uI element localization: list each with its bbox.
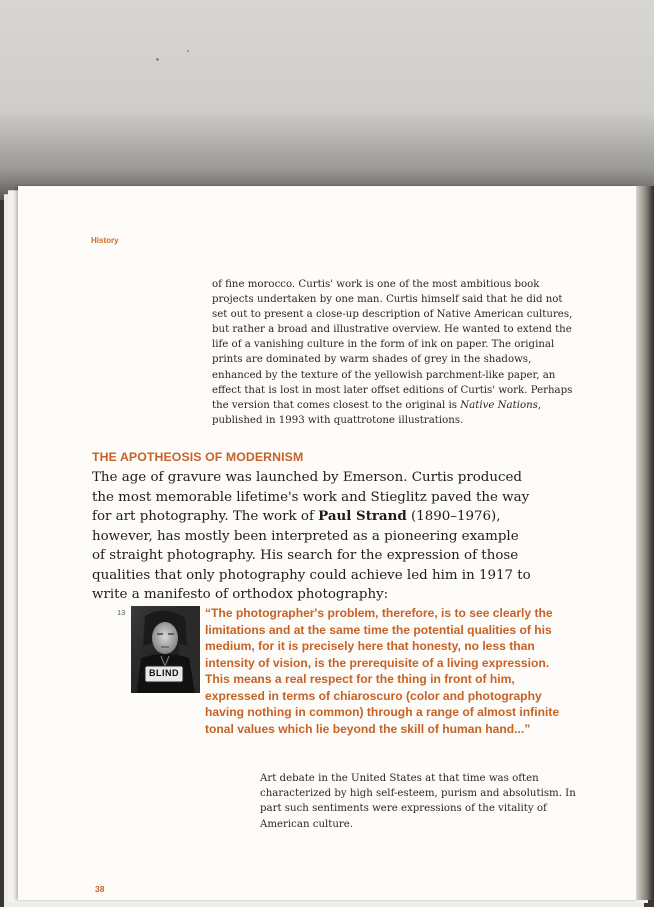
dust-speck (156, 58, 159, 61)
intro-paragraph (212, 277, 574, 428)
body-text-start: The age of gravure was launched by Emerson. Curtis produced the most memorable lifetime's work and Stieglitz paved the way for art photography. The work of (92, 470, 530, 524)
running-head: History (91, 236, 119, 245)
intro-text-start: of fine morocco. Curtis' work is one of the most ambitious book projects undertaken by one man. Curtis himself said that he did not set out to present a close-up description of Native American cultures, but rather a broad and illustrative overview. He wanted to extend the life of a vanishing culture in the form of ink on paper. The original prints are dominated by warm shades of grey in the shadows, enhanced by the texture of the yellowish parchment-like paper, an effect that is lost in most later offset editions of Curtis' work. Perhaps the version that comes closest to the original is (212, 279, 573, 411)
blind-woman-photo (131, 606, 200, 693)
intro-text-end: , published in 1993 with quattrotone illustrations. (212, 399, 542, 426)
strand-quote: “The photographer's problem, therefore, is to see clearly the limitations and at the same time the potential qualities of his medium, for it is precisely here that honesty, no less than intensity of vision, is the prerequisite of a living expression. This means a real respect for the thing in front of him, expressed in terms of chiaroscuro (color and photography having nothing in common) through a range of almost infinite tonal values which lie beyond the skill of human hand...” (205, 606, 560, 736)
section-heading: THE APOTHEOSIS OF MODERNISM (92, 450, 304, 464)
side-note: Art debate in the United States at that time was often characterized by high self-esteem, purism and absolutism. In part such sentiments were expressions of the vitality of American culture. (260, 773, 576, 830)
figure-photo (131, 606, 200, 693)
body-paragraph (92, 468, 532, 605)
blind-sign-text: BLIND (149, 668, 179, 678)
dust-speck (187, 50, 189, 52)
body-bold-name: Paul Strand (318, 508, 407, 524)
body-text-end: (1890–1976), however, has mostly been interpreted as a pioneering example of straight photography. His search for the expression of those qualities that only photography could achieve led him in 1917 to write a manifesto of orthodox photography: (92, 509, 531, 602)
page-number: 38 (95, 884, 105, 894)
figure-number: 13 (117, 608, 126, 617)
scanner-background (0, 0, 654, 200)
intro-italic-title: Native Nations (460, 399, 538, 411)
page-gutter-shadow (636, 186, 654, 900)
